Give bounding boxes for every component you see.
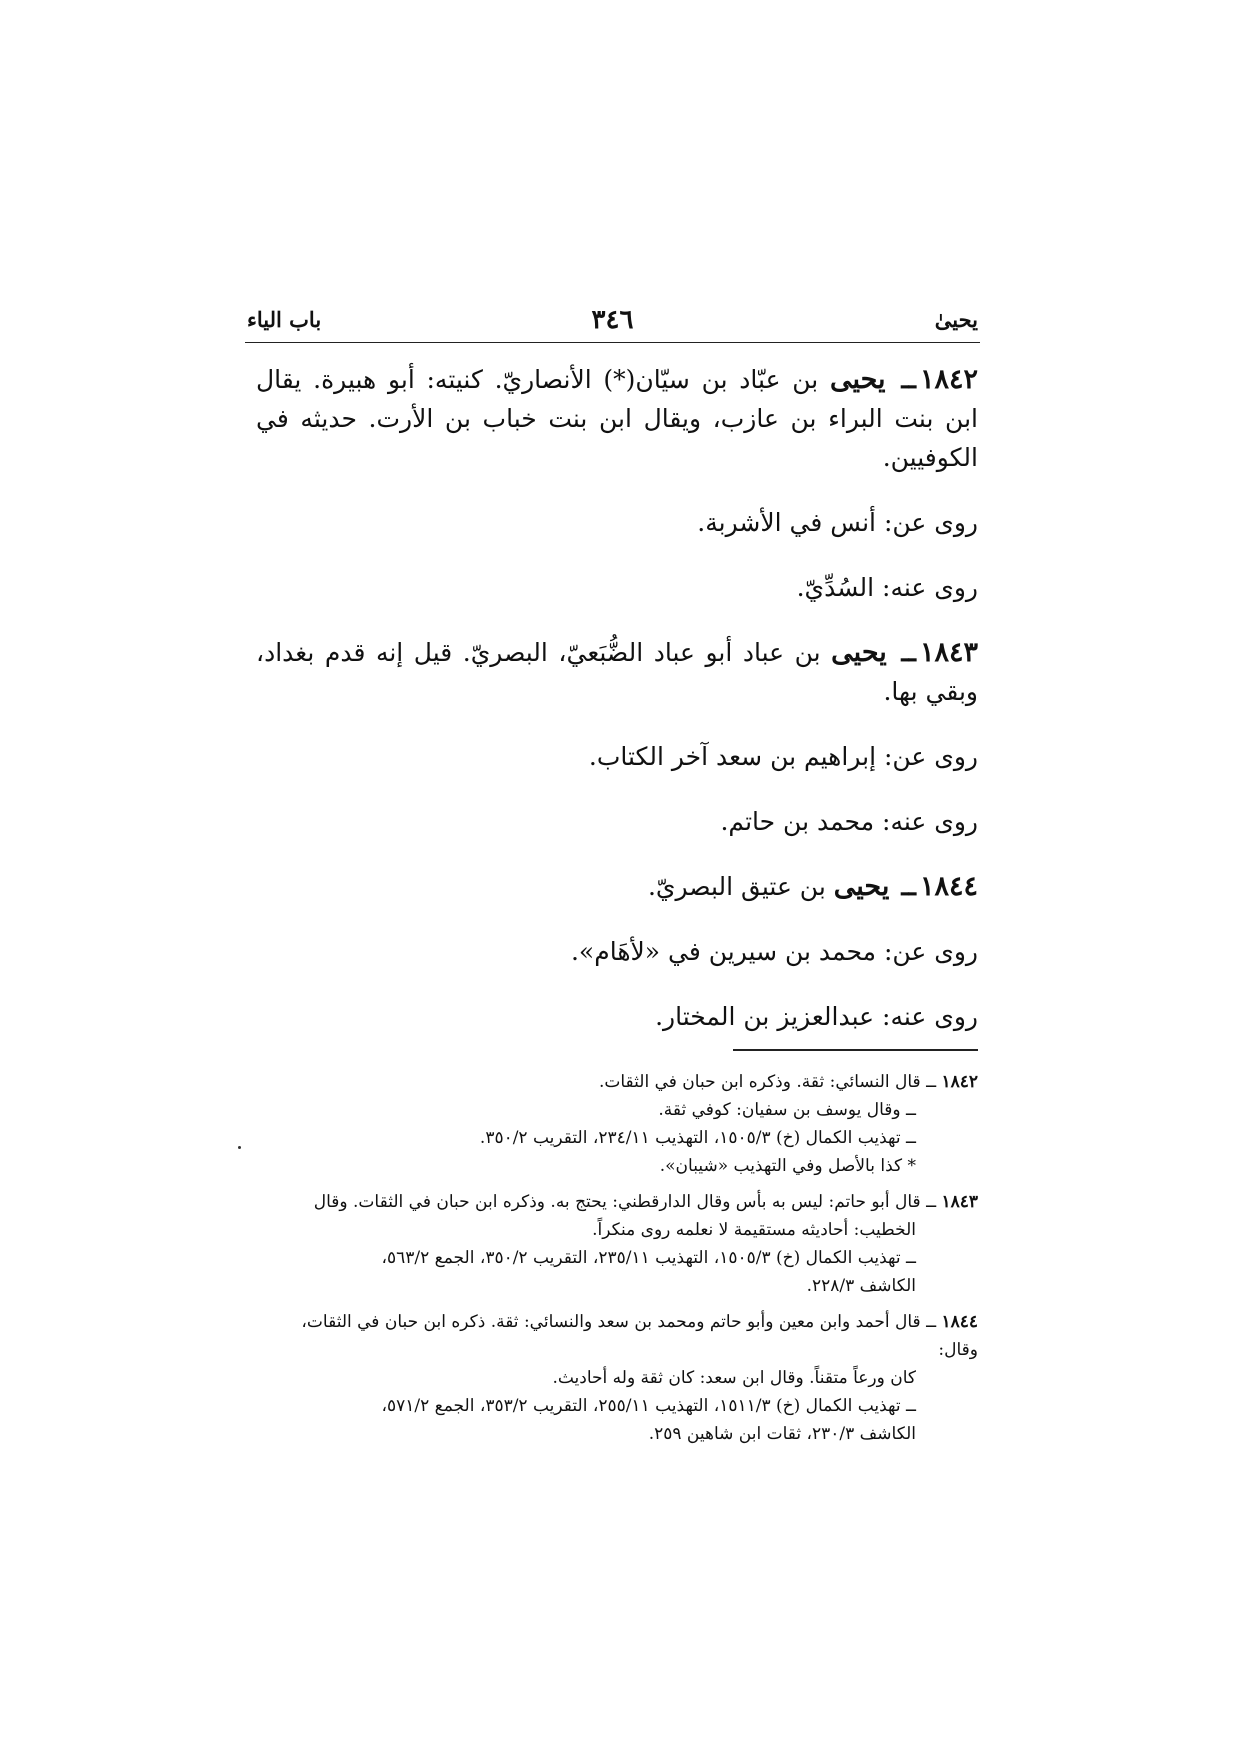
page-number: ٣٤٦ [591,305,634,335]
footnote-1842 [258,1068,978,1180]
entry-dash: ــ [901,872,916,901]
entry-1843 [256,633,978,711]
narrated-from-value: محمد بن سيرين في «لأهَام». [570,937,877,966]
footnote-star-note: * كذا بالأصل وفي التهذيب «شيبان». [659,1156,916,1176]
entry-dash: ــ [901,365,916,394]
narrated-by-label: روى عنه: [882,807,978,836]
footnote-number: ١٨٤٢ [941,1072,978,1092]
narrated-by [256,568,978,607]
header-title: يحيىٰ [934,307,978,332]
entry-number: ١٨٤٣ [920,637,979,668]
footnote-line: ــ تهذيب الكمال (خ) ١٥٠٥/٣، التهذيب ٢٣٤/١١، التقريب ٣٥٠/٢. [479,1128,916,1148]
footnote-number: ١٨٤٣ [941,1192,978,1212]
entry-dash: ــ [901,638,916,667]
narrated-by-value: محمد بن حاتم. [720,807,875,836]
footnote-line: ــ تهذيب الكمال (خ) ١٥٠٥/٣، التهذيب ٢٣٥/١١، التقريب ٣٥٠/٢، الجمع ٥٦٣/٢، [381,1248,916,1268]
margin-speck [238,1146,241,1149]
footnote-line: الكاشف ٢٣٠/٣، ثقات ابن شاهين ٢٥٩. [648,1424,916,1444]
narrated-by-label: روى عنه: [882,573,978,602]
footnote-head: ١٨٤٢ ــ قال النسائي: ثقة. وذكره ابن حبان في الثقات. [598,1072,978,1092]
narrated-from [256,932,978,971]
narrated-from-value: إبراهيم بن سعد آخر الكتاب. [588,742,877,771]
footnote-1844 [258,1308,978,1448]
footnote-head: ١٨٤٤ ــ قال أحمد وابن معين وأبو حاتم ومحمد بن سعد والنسائي: ثقة. ذكره ابن حبان في الثقات، وقال: [301,1312,978,1360]
footnote-line: ــ تهذيب الكمال (خ) ١٥١١/٣، التهذيب ٢٥٥/١١، التقريب ٣٥٣/٢، الجمع ٥٧١/٢، [381,1396,916,1416]
entry-number: ١٨٤٤ [919,871,978,902]
entry-name: يحيى [831,637,887,668]
entry-text: بن عباد أبو عباد الضُّبَعيّ، البصريّ. قيل إنه قدم بغداد، وبقي بها. [256,638,978,706]
entry-text: بن عبّاد بن سيّان(*) الأنصاريّ. كنيته: أبو هبيرة. يقال ابن بنت البراء بن عازب، ويقال ابن بنت خباب بن الأرت. حديثه في الكوفيين. [256,365,978,472]
narrated-from-label: روى عن: [883,937,978,966]
entry-text: بن عتيق البصريّ. [647,872,826,901]
footnote-continuation: كان ورعاً متقناً. وقال ابن سعد: كان ثقة وله أحاديث. [552,1368,916,1388]
narrated-from-value: أنس في الأشربة. [697,508,877,537]
footnote-line: ــ وقال يوسف بن سفيان: كوفي ثقة. [658,1100,916,1120]
footnote-line: الكاشف ٢٢٨/٣. [806,1276,916,1296]
chapter-title: باب الياء [247,307,322,332]
footnote-text: قال النسائي: ثقة. وذكره ابن حبان في الثقات. [598,1072,921,1092]
narrated-by-value: السُدِّيّ. [796,573,875,602]
footnote-divider [733,1049,978,1051]
narrated-from [256,503,978,542]
narrated-from [256,737,978,776]
footnotes [258,1068,978,1456]
entry-name: يحيى [829,364,886,395]
running-header [245,302,980,343]
narrated-by-value: عبدالعزيز بن المختار. [655,1002,875,1031]
entry-1844 [256,867,978,906]
footnote-number: ١٨٤٤ [941,1312,978,1332]
narrated-by [256,997,978,1036]
narrated-by-label: روى عنه: [882,1002,978,1031]
narrated-from-label: روى عن: [883,508,978,537]
footnote-text: قال أبو حاتم: ليس به بأس وقال الدارقطني: يحتج به. وذكره ابن حبان في الثقات. وقال [313,1192,921,1212]
footnote-head: ١٨٤٣ ــ قال أبو حاتم: ليس به بأس وقال الدارقطني: يحتج به. وذكره ابن حبان في الثقات. وقال [313,1192,978,1212]
entry-1842 [256,360,978,477]
narrated-from-label: روى عن: [883,742,978,771]
footnote-text: قال أحمد وابن معين وأبو حاتم ومحمد بن سعد والنسائي: ثقة. ذكره ابن حبان في الثقات، وقال: [301,1312,978,1360]
entry-number: ١٨٤٢ [919,364,978,395]
main-text [256,360,978,1062]
footnote-1843 [258,1188,978,1300]
entry-name: يحيى [833,871,890,902]
narrated-by [256,802,978,841]
footnote-continuation: الخطيب: أحاديثه مستقيمة لا نعلمه روى منكراً. [592,1220,916,1240]
